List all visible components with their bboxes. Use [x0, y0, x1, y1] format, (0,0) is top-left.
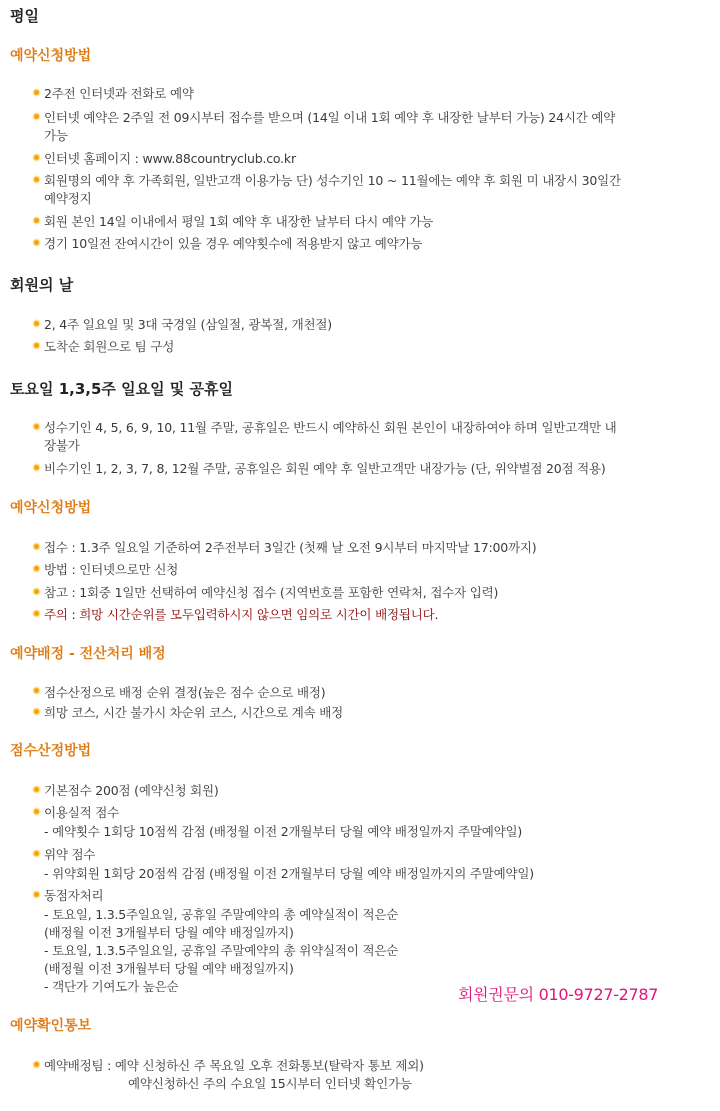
- list-item-detail: - 예약횟수 1회당 10점씩 감점 (배정월 이전 2개월부터 당월 예약 배정일까지 주말예약일): [44, 824, 523, 839]
- list-item: 예약배정팀 : 예약 신청하신 주 목요일 오후 전화통보(탈락자 통보 제외): [44, 1058, 424, 1073]
- list-item: 2, 4주 일요일 및 3대 국경일 (삼일절, 광복절, 개천절): [44, 317, 332, 332]
- list-item: 참고 : 1회중 1일만 선택하여 예약신청 접수 (지역번호를 포함한 연락처, 접수자 입력): [44, 585, 499, 600]
- bullet-icon: [34, 114, 39, 119]
- list-item-detail: - 위약회원 1회당 20점씩 감점 (배정월 이전 2개월부터 당월 예약 배정일까지의 주말예약일): [44, 866, 534, 881]
- bullet-icon: [34, 1062, 39, 1067]
- bullet-icon: [34, 787, 39, 792]
- bullet-icon: [34, 589, 39, 594]
- list-item-detail: (배정월 이전 3개월부터 당월 예약 배정일까지): [44, 925, 294, 940]
- bullet-icon: [34, 809, 39, 814]
- section-title-assignment: 예약배정 - 전산처리 배정: [10, 646, 166, 662]
- bullet-icon: [34, 566, 39, 571]
- list-item: 기본점수 200점 (예약신청 회원): [44, 783, 219, 798]
- list-item: 회원 본인 14일 이내에서 평일 1회 예약 후 내장한 날부터 다시 예약 가능: [44, 214, 434, 229]
- website-link[interactable]: 인터넷 홈페이지 : www.88countryclub.co.kr: [44, 151, 296, 166]
- warning-note: 주의 : 희망 시간순위를 모두입력하시지 않으면 임의로 시간이 배정됩니다.: [44, 607, 439, 622]
- bullet-icon: [34, 688, 39, 693]
- list-item-detail: (배정월 이전 3개월부터 당월 예약 배정일까지): [44, 961, 294, 976]
- list-item: 방법 : 인터넷으로만 신청: [44, 562, 179, 577]
- bullet-icon: [34, 851, 39, 856]
- bullet-icon: [34, 892, 39, 897]
- list-item-continuation: 장불가: [44, 438, 80, 453]
- list-item-continuation: 예약신청하신 주의 수요일 15시부터 인터넷 확인가능: [128, 1076, 412, 1091]
- bullet-icon: [34, 90, 39, 95]
- bullet-icon: [34, 155, 39, 160]
- bullet-icon: [34, 611, 39, 616]
- list-item: 회원명의 예약 후 가족회원, 일반고객 이용가능 단) 성수기인 10 ~ 11월에는 예약 후 회원 미 내장시 30일간: [44, 173, 621, 188]
- list-item: 비수기인 1, 2, 3, 7, 8, 12월 주말, 공휴일은 회원 예약 후 일반고객만 내장가능 (단, 위약벌점 20점 적용): [44, 461, 606, 476]
- list-item-continuation: 가능: [44, 128, 68, 143]
- bullet-icon: [34, 321, 39, 326]
- bullet-icon: [34, 343, 39, 348]
- list-item: 2주전 인터넷과 전화로 예약: [44, 86, 194, 101]
- list-item: 접수 : 1.3주 일요일 기준하여 2주전부터 3일간 (첫째 날 오전 9시부터 마지막날 17:00까지): [44, 540, 537, 555]
- list-item: 도착순 회원으로 팀 구성: [44, 339, 175, 354]
- section-title-weekday-reservation: 예약신청방법: [10, 48, 92, 64]
- contact-phone: 회원권문의 010-9727-2787: [458, 985, 659, 1004]
- bullet-icon: [34, 177, 39, 182]
- list-item-detail: - 토요일, 1.3.5주일요일, 공휴일 주말예약의 총 예약실적이 적은순: [44, 907, 399, 922]
- section-title-confirmation: 예약확인통보: [10, 1018, 92, 1034]
- bullet-icon: [34, 240, 39, 245]
- list-item: 희망 코스, 시간 불가시 차순위 코스, 시간으로 계속 배정: [44, 705, 343, 720]
- list-item: 성수기인 4, 5, 6, 9, 10, 11월 주말, 공휴일은 반드시 예약하신 회원 본인이 내장하여야 하며 일반고객만 내: [44, 420, 617, 435]
- bullet-icon: [34, 709, 39, 714]
- list-item: 이용실적 점수: [44, 805, 120, 820]
- section-title-weekend: 토요일 1,3,5주 일요일 및 공휴일: [10, 380, 233, 398]
- section-title-weekend-reservation: 예약신청방법: [10, 500, 92, 516]
- list-item-clipped: 점수산정으로 배정 순위 결정(높은 점수 순으로 배정): [44, 685, 326, 700]
- section-title-weekday: 평일: [10, 7, 39, 25]
- list-item: 동점자처리: [44, 888, 104, 903]
- bullet-icon: [34, 544, 39, 549]
- list-item-continuation: 예약정지: [44, 191, 92, 206]
- section-title-member-day: 회원의 날: [10, 276, 74, 294]
- list-item: 경기 10일전 잔여시간이 있을 경우 예약횟수에 적용받지 않고 예약가능: [44, 236, 423, 251]
- section-title-scoring: 점수산정방법: [10, 743, 92, 759]
- bullet-icon: [34, 424, 39, 429]
- list-item-detail: - 객단가 기여도가 높은순: [44, 979, 179, 994]
- bullet-icon: [34, 218, 39, 223]
- list-item: 위약 점수: [44, 847, 96, 862]
- bullet-icon: [34, 465, 39, 470]
- list-item: 인터넷 예약은 2주일 전 09시부터 접수를 받으며 (14일 이내 1회 예약 후 내장한 날부터 가능) 24시간 예약: [44, 110, 616, 125]
- list-item-detail: - 토요일, 1.3.5주일요일, 공휴일 주말예약의 총 위약실적이 적은순: [44, 943, 399, 958]
